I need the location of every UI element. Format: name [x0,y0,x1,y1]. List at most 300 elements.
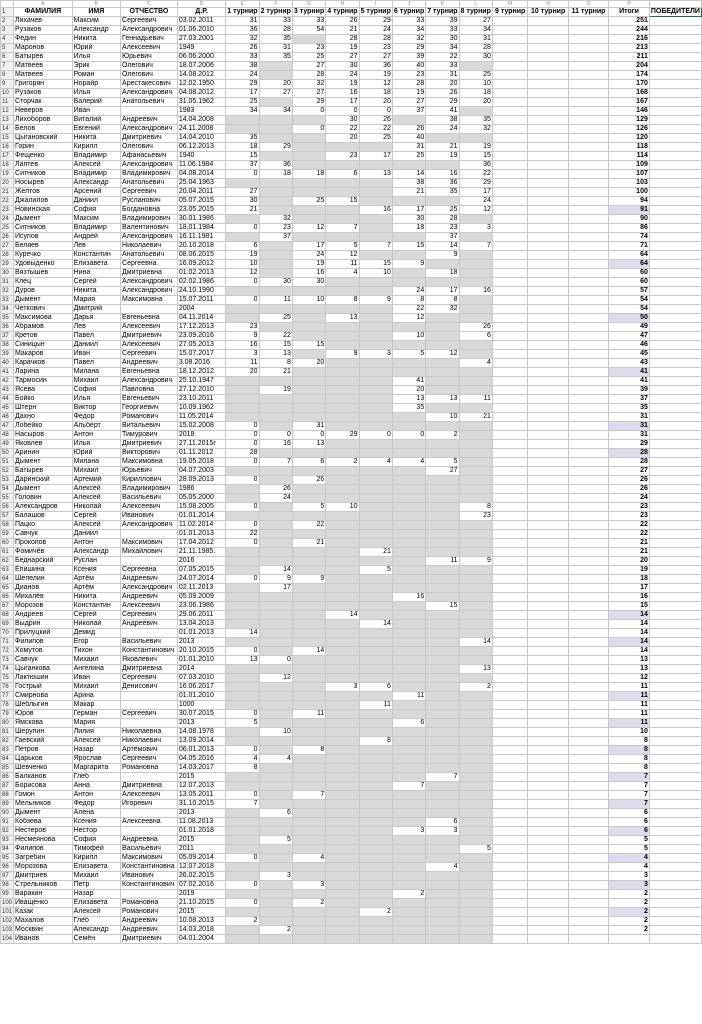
text-cell[interactable]: Витальевич [121,422,178,431]
score-cell[interactable] [492,593,528,602]
total-cell[interactable]: 204 [609,62,650,71]
score-cell[interactable] [426,548,459,557]
score-cell[interactable] [326,413,359,422]
score-cell[interactable] [326,323,359,332]
score-cell[interactable] [292,548,325,557]
score-cell[interactable]: 7 [392,782,425,791]
text-cell[interactable]: Максим [72,17,120,26]
score-cell[interactable] [392,323,425,332]
score-cell[interactable]: 16 [359,206,392,215]
score-cell[interactable] [292,323,325,332]
score-cell[interactable] [459,386,492,395]
score-cell[interactable]: 33 [426,26,459,35]
score-cell[interactable]: 9 [459,557,492,566]
score-cell[interactable] [292,305,325,314]
column-letter[interactable]: K [426,1,459,8]
text-cell[interactable] [121,557,178,566]
winner-cell[interactable] [649,746,701,755]
text-cell[interactable]: Глеб [72,917,120,926]
text-cell[interactable]: 01.02.2013 [177,269,225,278]
score-cell[interactable] [259,98,292,107]
text-cell[interactable]: 16.11.1981 [177,233,225,242]
score-cell[interactable] [326,872,359,881]
score-cell[interactable] [528,611,568,620]
winner-cell[interactable] [649,503,701,512]
score-cell[interactable] [359,827,392,836]
score-cell[interactable] [492,845,528,854]
score-cell[interactable]: 38 [226,62,259,71]
winner-cell[interactable] [649,494,701,503]
score-cell[interactable] [259,323,292,332]
score-cell[interactable] [392,476,425,485]
score-cell[interactable] [426,683,459,692]
score-cell[interactable] [359,818,392,827]
row-number[interactable]: 43 [1,386,14,395]
winner-cell[interactable] [649,908,701,917]
score-cell[interactable] [492,926,528,935]
row-number[interactable]: 2 [1,17,14,26]
score-cell[interactable] [359,647,392,656]
score-cell[interactable] [426,422,459,431]
row-number[interactable]: 44 [1,395,14,404]
text-cell[interactable] [121,809,178,818]
text-cell[interactable]: Антон [72,539,120,548]
score-cell[interactable] [359,494,392,503]
text-cell[interactable]: Федор [72,413,120,422]
text-cell[interactable]: Норайр [72,80,120,89]
row-number[interactable]: 64 [1,575,14,584]
score-cell[interactable]: 13 [226,656,259,665]
score-cell[interactable] [392,557,425,566]
total-cell[interactable]: 18 [609,575,650,584]
score-cell[interactable] [459,692,492,701]
score-cell[interactable] [326,467,359,476]
text-cell[interactable]: Константин [72,251,120,260]
score-cell[interactable] [226,377,259,386]
score-cell[interactable] [568,917,608,926]
winner-cell[interactable] [649,368,701,377]
score-cell[interactable] [568,494,608,503]
score-cell[interactable] [359,881,392,890]
score-cell[interactable] [492,26,528,35]
score-cell[interactable] [459,575,492,584]
score-cell[interactable] [226,494,259,503]
text-cell[interactable]: 18.07.2006 [177,62,225,71]
text-cell[interactable]: Алексей [72,161,120,170]
total-cell[interactable]: 8 [609,755,650,764]
column-letter[interactable] [649,1,701,8]
text-cell[interactable]: Тихон [72,647,120,656]
score-cell[interactable] [459,701,492,710]
score-cell[interactable] [492,422,528,431]
score-cell[interactable]: 22 [459,170,492,179]
score-cell[interactable] [326,287,359,296]
score-cell[interactable] [492,602,528,611]
score-cell[interactable] [259,512,292,521]
score-cell[interactable] [492,269,528,278]
text-cell[interactable]: Морозов [14,602,73,611]
text-cell[interactable]: Герман [72,710,120,719]
text-cell[interactable]: Шеблыгин [14,701,73,710]
column-header[interactable]: Итоги [609,8,650,17]
score-cell[interactable] [359,602,392,611]
score-cell[interactable] [426,323,459,332]
text-cell[interactable]: Смирнова [14,692,73,701]
total-cell[interactable]: 109 [609,161,650,170]
score-cell[interactable]: 23 [426,224,459,233]
text-cell[interactable]: 06.12.2013 [177,143,225,152]
text-cell[interactable]: 2013 [177,809,225,818]
winner-cell[interactable] [649,152,701,161]
row-number[interactable]: 37 [1,332,14,341]
score-cell[interactable] [459,485,492,494]
row-number[interactable]: 30 [1,269,14,278]
winner-cell[interactable] [649,224,701,233]
score-cell[interactable] [459,782,492,791]
text-cell[interactable]: Юрьевич [121,467,178,476]
text-cell[interactable]: Константин [72,602,120,611]
score-cell[interactable] [528,872,568,881]
score-cell[interactable] [326,593,359,602]
score-cell[interactable] [359,476,392,485]
text-cell[interactable]: Анна [72,782,120,791]
score-cell[interactable] [459,305,492,314]
score-cell[interactable] [326,899,359,908]
score-cell[interactable] [359,836,392,845]
score-cell[interactable] [492,665,528,674]
score-cell[interactable]: 21 [326,26,359,35]
row-number[interactable]: 6 [1,53,14,62]
score-cell[interactable] [568,584,608,593]
winner-cell[interactable] [649,422,701,431]
text-cell[interactable]: Дарья [72,314,120,323]
score-cell[interactable] [568,431,608,440]
column-header[interactable]: 8 турнир [460,8,491,15]
score-cell[interactable]: 29 [459,179,492,188]
text-cell[interactable]: Антон [72,791,120,800]
score-cell[interactable] [292,620,325,629]
score-cell[interactable]: 14 [292,647,325,656]
text-cell[interactable]: Артёмович [121,746,178,755]
winner-cell[interactable] [649,638,701,647]
text-cell[interactable]: 2015 [177,773,225,782]
score-cell[interactable]: 8 [392,296,425,305]
score-cell[interactable] [459,233,492,242]
score-cell[interactable] [568,566,608,575]
text-cell[interactable]: Епишина [14,566,73,575]
score-cell[interactable] [568,26,608,35]
text-cell[interactable]: Сергеевич [121,755,178,764]
score-cell[interactable] [326,656,359,665]
score-cell[interactable]: 33 [226,53,259,62]
total-cell[interactable]: 244 [609,26,650,35]
row-number[interactable]: 38 [1,341,14,350]
text-cell[interactable]: Роман [72,71,120,80]
row-number[interactable]: 100 [2,900,13,906]
score-cell[interactable] [492,728,528,737]
score-cell[interactable] [292,701,325,710]
score-cell[interactable] [359,926,392,935]
text-cell[interactable]: Алена [72,809,120,818]
text-cell[interactable]: 02.11.2013 [177,584,225,593]
score-cell[interactable]: 0 [226,440,259,449]
text-cell[interactable]: 14.08.1978 [177,728,225,737]
score-cell[interactable] [492,512,528,521]
text-cell[interactable]: Георгиевич [121,404,178,413]
score-cell[interactable] [492,134,528,143]
score-cell[interactable] [426,512,459,521]
text-cell[interactable]: 27.03.2001 [177,35,225,44]
total-cell[interactable]: 41 [609,368,650,377]
score-cell[interactable] [492,620,528,629]
winner-cell[interactable] [649,728,701,737]
score-cell[interactable]: 27 [459,17,492,26]
score-cell[interactable] [326,638,359,647]
score-cell[interactable] [292,332,325,341]
row-number[interactable]: 61 [1,548,14,557]
row-number[interactable]: 40 [1,359,14,368]
score-cell[interactable]: 14 [392,170,425,179]
score-cell[interactable] [259,935,292,944]
score-cell[interactable] [259,710,292,719]
score-cell[interactable] [528,179,568,188]
text-cell[interactable]: 05.09.2009 [177,593,225,602]
score-cell[interactable] [528,26,568,35]
text-cell[interactable]: Александр [72,548,120,557]
score-cell[interactable] [392,863,425,872]
score-cell[interactable]: 34 [226,107,259,116]
text-cell[interactable]: Алексеевич [121,602,178,611]
text-cell[interactable]: 04.08.2012 [177,89,225,98]
score-cell[interactable] [326,521,359,530]
score-cell[interactable] [528,494,568,503]
text-cell[interactable]: Эрик [72,62,120,71]
column-header[interactable]: ОТЧЕСТВО [121,8,178,17]
score-cell[interactable]: 29 [226,80,259,89]
score-cell[interactable] [492,629,528,638]
row-number[interactable]: 86 [1,773,14,782]
score-cell[interactable] [459,494,492,503]
score-cell[interactable]: 6 [326,170,359,179]
winner-cell[interactable] [649,53,701,62]
score-cell[interactable] [492,467,528,476]
score-cell[interactable] [392,773,425,782]
score-cell[interactable] [392,809,425,818]
score-cell[interactable] [459,818,492,827]
score-cell[interactable] [459,800,492,809]
score-cell[interactable] [392,584,425,593]
winner-cell[interactable] [649,809,701,818]
score-cell[interactable] [528,116,568,125]
score-cell[interactable] [226,728,259,737]
score-cell[interactable] [528,332,568,341]
winner-cell[interactable] [649,845,701,854]
score-cell[interactable] [492,224,528,233]
score-cell[interactable] [528,647,568,656]
winner-cell[interactable] [649,836,701,845]
score-cell[interactable] [492,782,528,791]
score-cell[interactable] [359,161,392,170]
score-cell[interactable]: 24 [326,71,359,80]
score-cell[interactable] [359,845,392,854]
winner-cell[interactable] [649,458,701,467]
score-cell[interactable] [326,278,359,287]
score-cell[interactable] [259,773,292,782]
score-cell[interactable] [359,755,392,764]
score-cell[interactable] [426,791,459,800]
text-cell[interactable]: Филипов [14,845,73,854]
text-cell[interactable]: 2016 [177,557,225,566]
row-number[interactable]: 8 [1,71,14,80]
score-cell[interactable]: 32 [259,215,292,224]
score-cell[interactable]: 10 [326,503,359,512]
score-cell[interactable] [568,881,608,890]
score-cell[interactable]: 20 [392,386,425,395]
text-cell[interactable]: Андреевич [121,917,178,926]
score-cell[interactable] [568,323,608,332]
total-cell[interactable]: 49 [609,323,650,332]
score-cell[interactable] [226,674,259,683]
column-header[interactable]: ФАМИЛИЯ [14,8,73,17]
score-cell[interactable]: 4 [226,755,259,764]
score-cell[interactable] [259,116,292,125]
score-cell[interactable]: 29 [259,143,292,152]
text-cell[interactable]: Александрович [121,161,178,170]
score-cell[interactable]: 17 [426,287,459,296]
text-cell[interactable]: Александрович [121,584,178,593]
score-cell[interactable] [226,782,259,791]
total-cell[interactable]: 31 [609,413,650,422]
score-cell[interactable] [492,431,528,440]
score-cell[interactable] [326,800,359,809]
score-cell[interactable]: 7 [426,773,459,782]
score-cell[interactable]: 0 [226,170,259,179]
score-cell[interactable] [359,611,392,620]
score-cell[interactable] [326,926,359,935]
score-cell[interactable] [459,341,492,350]
score-cell[interactable]: 15 [259,341,292,350]
score-cell[interactable] [292,719,325,728]
row-number[interactable]: 54 [1,485,14,494]
text-cell[interactable]: Сергеевна [121,260,178,269]
row-number[interactable]: 57 [1,512,14,521]
score-cell[interactable] [459,620,492,629]
score-cell[interactable] [259,665,292,674]
score-cell[interactable] [528,908,568,917]
score-cell[interactable] [392,908,425,917]
score-cell[interactable] [568,206,608,215]
score-cell[interactable]: 8 [359,737,392,746]
score-cell[interactable]: 9 [359,296,392,305]
score-cell[interactable] [528,206,568,215]
text-cell[interactable]: Нестеров [14,827,73,836]
score-cell[interactable] [568,908,608,917]
winner-cell[interactable] [649,647,701,656]
score-cell[interactable] [492,935,528,944]
score-cell[interactable] [492,611,528,620]
score-cell[interactable] [392,629,425,638]
score-cell[interactable] [226,602,259,611]
score-cell[interactable] [459,908,492,917]
score-cell[interactable]: 4 [259,755,292,764]
score-cell[interactable] [459,350,492,359]
score-cell[interactable] [568,647,608,656]
score-cell[interactable] [259,629,292,638]
score-cell[interactable] [528,98,568,107]
text-cell[interactable]: 23.10.2011 [177,395,225,404]
score-cell[interactable] [492,98,528,107]
text-cell[interactable]: Дмитрий [72,305,120,314]
text-cell[interactable]: Александр [72,26,120,35]
score-cell[interactable] [426,890,459,899]
score-cell[interactable]: 0 [226,431,259,440]
row-number[interactable]: 94 [1,845,14,854]
score-cell[interactable]: 24 [392,287,425,296]
text-cell[interactable]: Арестакесович [121,80,178,89]
row-number[interactable]: 88 [1,791,14,800]
total-cell[interactable]: 251 [609,17,650,26]
winner-cell[interactable] [649,467,701,476]
total-cell[interactable]: 2 [609,899,650,908]
text-cell[interactable]: Шевченко [14,764,73,773]
score-cell[interactable] [568,638,608,647]
text-cell[interactable]: 17.12.2013 [177,323,225,332]
total-cell[interactable]: 22 [609,521,650,530]
score-cell[interactable] [292,836,325,845]
score-cell[interactable] [492,863,528,872]
score-cell[interactable] [292,152,325,161]
text-cell[interactable]: Романович [121,908,178,917]
score-cell[interactable] [326,476,359,485]
text-cell[interactable]: 15.08.2005 [177,503,225,512]
total-cell[interactable]: 21 [609,548,650,557]
text-cell[interactable]: 18.12.2012 [177,368,225,377]
score-cell[interactable]: 0 [359,431,392,440]
score-cell[interactable]: 29 [392,44,425,53]
score-cell[interactable] [492,242,528,251]
text-cell[interactable]: Дуров [14,287,73,296]
text-cell[interactable]: Варакин [14,890,73,899]
score-cell[interactable] [492,287,528,296]
score-cell[interactable]: 0 [226,458,259,467]
score-cell[interactable] [292,593,325,602]
score-cell[interactable] [492,62,528,71]
score-cell[interactable]: 0 [226,521,259,530]
row-number[interactable]: 25 [1,224,14,233]
total-cell[interactable]: 54 [609,305,650,314]
row-number[interactable]: 98 [1,881,14,890]
text-cell[interactable]: 05.09.2014 [177,854,225,863]
score-cell[interactable] [292,494,325,503]
score-cell[interactable] [459,872,492,881]
text-cell[interactable]: Павел [72,332,120,341]
score-cell[interactable] [292,206,325,215]
score-cell[interactable]: 16 [426,170,459,179]
score-cell[interactable] [492,404,528,413]
text-cell[interactable]: Владимир [72,152,120,161]
text-cell[interactable]: Ситников [14,224,73,233]
winner-cell[interactable] [649,935,701,944]
text-cell[interactable]: Тармосин [14,377,73,386]
score-cell[interactable] [568,287,608,296]
text-cell[interactable]: 3.08.2016 [177,359,225,368]
text-cell[interactable]: Александрович [121,377,178,386]
column-header[interactable]: 4 турнир [327,8,358,15]
score-cell[interactable] [359,368,392,377]
text-cell[interactable]: 01.11.2012 [177,449,225,458]
score-cell[interactable] [568,368,608,377]
text-cell[interactable]: Беляев [14,242,73,251]
